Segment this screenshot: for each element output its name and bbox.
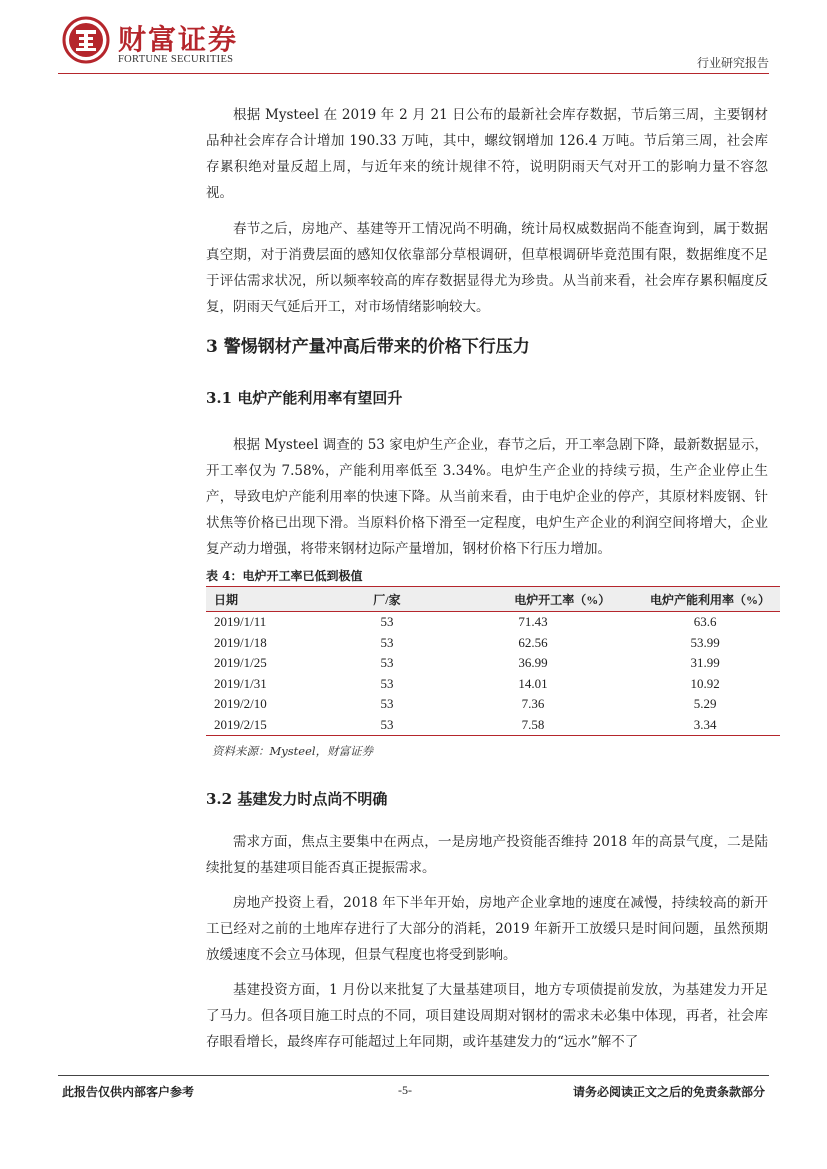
table-row bbox=[206, 633, 780, 654]
page-number: -5- bbox=[398, 1083, 412, 1097]
table-cell: 10.92 bbox=[690, 675, 720, 691]
table-row bbox=[206, 674, 780, 695]
furnace-utilization-table bbox=[206, 586, 780, 736]
table-cell: 53 bbox=[380, 696, 394, 712]
paragraph: 春节之后，房地产、基建等开工情况尚不明确，统计局权威数据尚不能查询到，属于数据真空期，对于消费层面的感知仅依靠部分草根调研，但草根调研毕竟范围有限，数据维度不足于评估需求状况，所以频率较高的库存数据显得尤为珍贵。从当前来看，社会库存累积幅度反复，阴雨天气延后开工，对市场情绪影响较大。 bbox=[206, 221, 768, 315]
brand-name-en: FORTUNE SECURITIES bbox=[118, 54, 234, 65]
footer-divider bbox=[58, 1075, 769, 1076]
table-cell: 53 bbox=[380, 655, 394, 671]
table-cell: 31.99 bbox=[690, 655, 720, 671]
table-header-row bbox=[206, 587, 780, 612]
column-header: 电炉产能利用率（%） bbox=[630, 587, 780, 612]
table-cell: 36.99 bbox=[518, 655, 548, 671]
table-cell: 5.29 bbox=[693, 696, 717, 712]
section-heading: 3 警惕钢材产量冲高后带来的价格下行压力 bbox=[206, 337, 530, 357]
table-cell: 7.58 bbox=[436, 715, 631, 736]
table-cell: 53.99 bbox=[690, 634, 720, 650]
subsection-body bbox=[206, 432, 768, 562]
brand-name-cn: 财富证券 bbox=[118, 23, 239, 56]
table-cell: 2019/2/15 bbox=[206, 715, 338, 736]
column-header: 厂/家 bbox=[338, 587, 435, 612]
table-cell: 14.01 bbox=[518, 675, 548, 691]
column-header: 电炉开工率（%） bbox=[436, 587, 631, 612]
footer-disclaimer-right: 请务必阅读正文之后的免责条款部分 bbox=[572, 1085, 765, 1099]
table-cell: 53 bbox=[380, 634, 394, 650]
table-cell: 62.56 bbox=[518, 634, 548, 650]
table-row bbox=[206, 715, 780, 736]
table-cell: 63.6 bbox=[693, 614, 717, 630]
table-cell: 2019/1/31 bbox=[214, 675, 267, 691]
paragraph: 根据 Mysteel 在 2019 年 2 月 21 日公布的最新社会库存数据，节后第三周，主要钢材品种社会库存合计增加 190.33 万吨，其中，螺纹钢增加 126.4 万吨。节后第三周，社会库存累积绝对量反超上周，与近年来的统计规律不符，说明阴雨天气对开工的影响力量不容忽视。 bbox=[206, 107, 768, 201]
paragraph: 需求方面，焦点主要集中在两点，一是房地产投资能否维持 2018 年的高景气度，二是陆续批复的基建项目能否真正提振需求。 bbox=[206, 834, 768, 876]
table-cell: 53 bbox=[338, 715, 435, 736]
table-cell: 53 bbox=[380, 614, 394, 630]
table-cell: 2019/2/10 bbox=[214, 696, 267, 712]
paragraph: 基建投资方面，1 月份以来批复了大量基建项目，地方专项债提前发放，为基建发力开足了马力。但各项目施工时点的不同，项目建设周期对钢材的需求未必集中体现，再者，社会库存眼看增长，最终库存可能超过上年同期，或许基建发力的“远水”解不了 bbox=[206, 982, 768, 1050]
table-cell: 71.43 bbox=[518, 614, 548, 630]
table-title: 表 4：电炉开工率已低到极值 bbox=[206, 569, 363, 583]
table-cell: 2019/1/25 bbox=[214, 655, 267, 671]
header-divider bbox=[58, 73, 769, 74]
table-row bbox=[206, 612, 780, 633]
column-header: 日期 bbox=[206, 587, 338, 612]
table-cell: 2019/1/18 bbox=[214, 634, 267, 650]
paragraph: 根据 Mysteel 调查的 53 家电炉生产企业，春节之后，开工率急剧下降，最新数据显示，开工率仅为 7.58%，产能利用率低至 3.34%。电炉生产企业的持续亏损，生产企业停止生产，导致电炉产能利用率的快速下降。从当前来看，由于电炉企业的停产，其原材料废钢、针状焦等价格已出现下滑。当原料价格下滑至一定程度，电炉生产企业的利润空间将增大，企业复产动力增强，将带来钢材边际产量增加，钢材价格下行压力增加。 bbox=[206, 437, 768, 557]
intro-section bbox=[206, 102, 768, 320]
footer-disclaimer-left: 此报告仅供内部客户参考 bbox=[62, 1085, 195, 1099]
table-source-note: 资料来源：Mysteel，财富证券 bbox=[212, 744, 374, 758]
table-cell: 53 bbox=[380, 675, 394, 691]
table-row bbox=[206, 694, 780, 715]
subsection-heading: 3.1 电炉产能利用率有望回升 bbox=[206, 389, 403, 407]
table-cell: 2019/1/11 bbox=[214, 614, 267, 630]
subsection-body bbox=[206, 829, 768, 1055]
table-row bbox=[206, 653, 780, 674]
paragraph: 房地产投资上看，2018 年下半年开始，房地产企业拿地的速度在减慢，持续较高的新开工已经对之前的土地库存进行了大部分的消耗，2019 年新开工放缓只是时间问题，虽然预期放缓速度不会立马体现，但景气程度也将受到影响。 bbox=[206, 895, 768, 963]
subsection-heading: 3.2 基建发力时点尚不明确 bbox=[206, 790, 388, 808]
page-header bbox=[0, 0, 827, 80]
table-cell: 3.34 bbox=[630, 715, 780, 736]
fortune-securities-logo-icon bbox=[62, 16, 110, 64]
report-type-label: 行业研究报告 bbox=[696, 56, 769, 70]
table-cell: 7.36 bbox=[521, 696, 545, 712]
